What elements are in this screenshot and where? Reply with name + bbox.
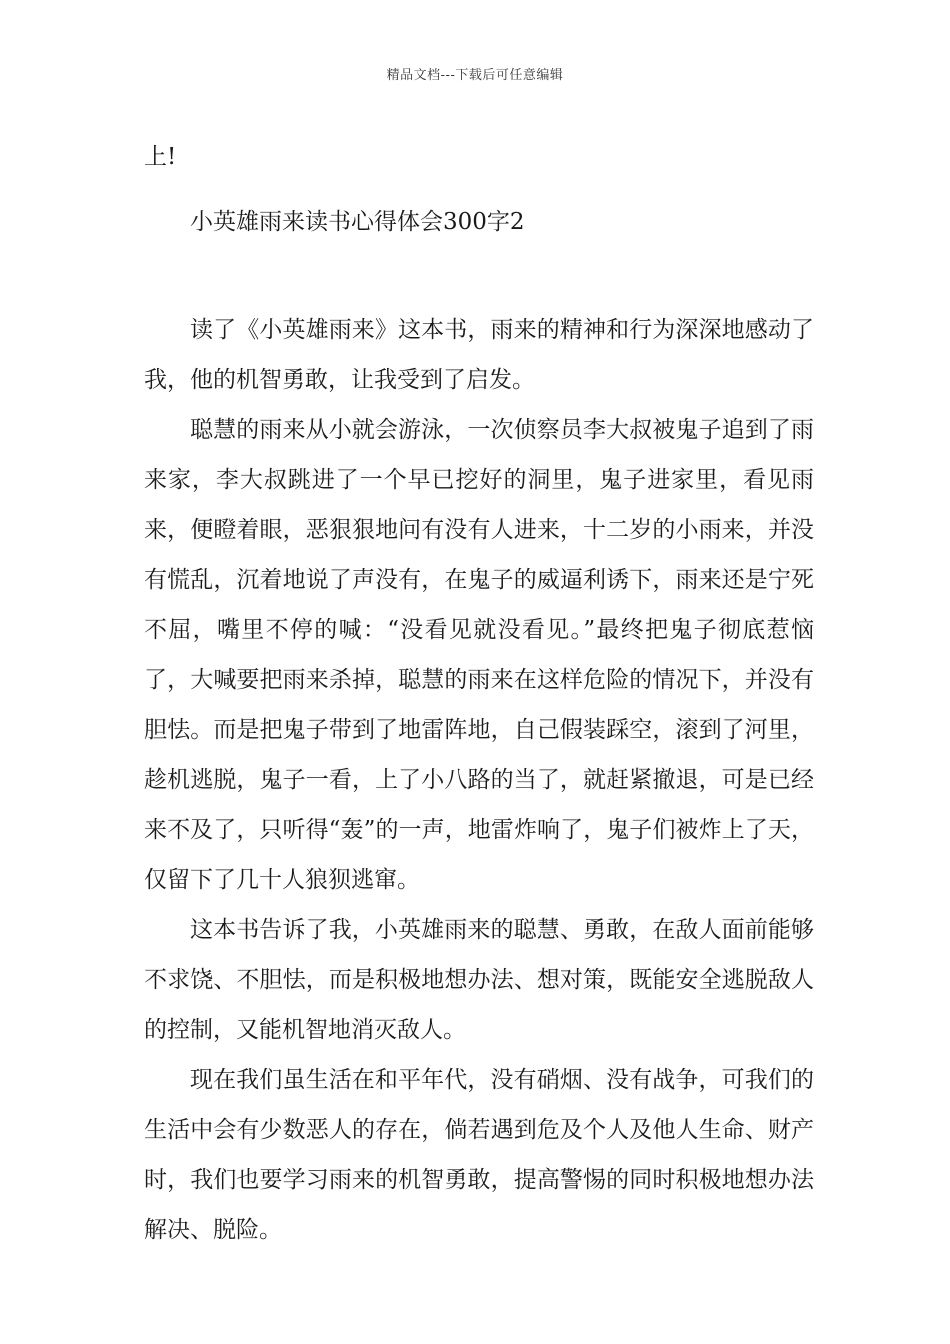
paragraph-4: 现在我们虽生活在和平年代，没有硝烟、没有战争，可我们的生活中会有少数恶人的存在，倘若遇到危及个人及他人生命、财产时，我们也要学习雨来的机智勇敢，提高警惕的同时积极地想办法解决、脱险。: [144, 1067, 814, 1243]
paragraph-3: 这本书告诉了我，小英雄雨来的聪慧、勇敢，在敌人面前能够不求饶、不胆怯，而是积极地想办法、想对策，既能安全逃脱敌人的控制，又能机智地消灭敌人。: [144, 917, 814, 1043]
continuation-text: 上!: [144, 144, 177, 170]
document-body: [144, 132, 814, 1255]
page-header: 精品文档---下载后可任意编辑: [386, 68, 564, 83]
paragraph-1: 读了《小英雄雨来》这本书，雨来的精神和行为深深地感动了我，他的机智勇敢，让我受到了启发。: [144, 317, 814, 393]
paragraph-2: 聪慧的雨来从小就会游泳，一次侦察员李大叔被鬼子追到了雨来家，李大叔跳进了一个早已挖好的洞里，鬼子进家里，看见雨来，便瞪着眼，恶狠狠地问有没有人进来，十二岁的小雨来，并没有慌乱，沉着地说了声没有，在鬼子的威逼利诱下，雨来还是宁死不屈，嘴里不停的喊：“没看见就没看见。”最终把鬼子彻底惹恼了，大喊要把雨来杀掉，聪慧的雨来在这样危险的情况下，并没有胆怯。而是把鬼子带到了地雷阵地，自己假装踩空，滚到了河里，趁机逃脱，鬼子一看，上了小八路的当了，就赶紧撤退，可是已经来不及了，只听得“轰”的一声，地雷炸响了，鬼子们被炸上了天，仅留下了几十人狼狈逃窜。: [144, 417, 814, 893]
essay-title: 小英雄雨来读书心得体会300字2: [190, 209, 525, 235]
